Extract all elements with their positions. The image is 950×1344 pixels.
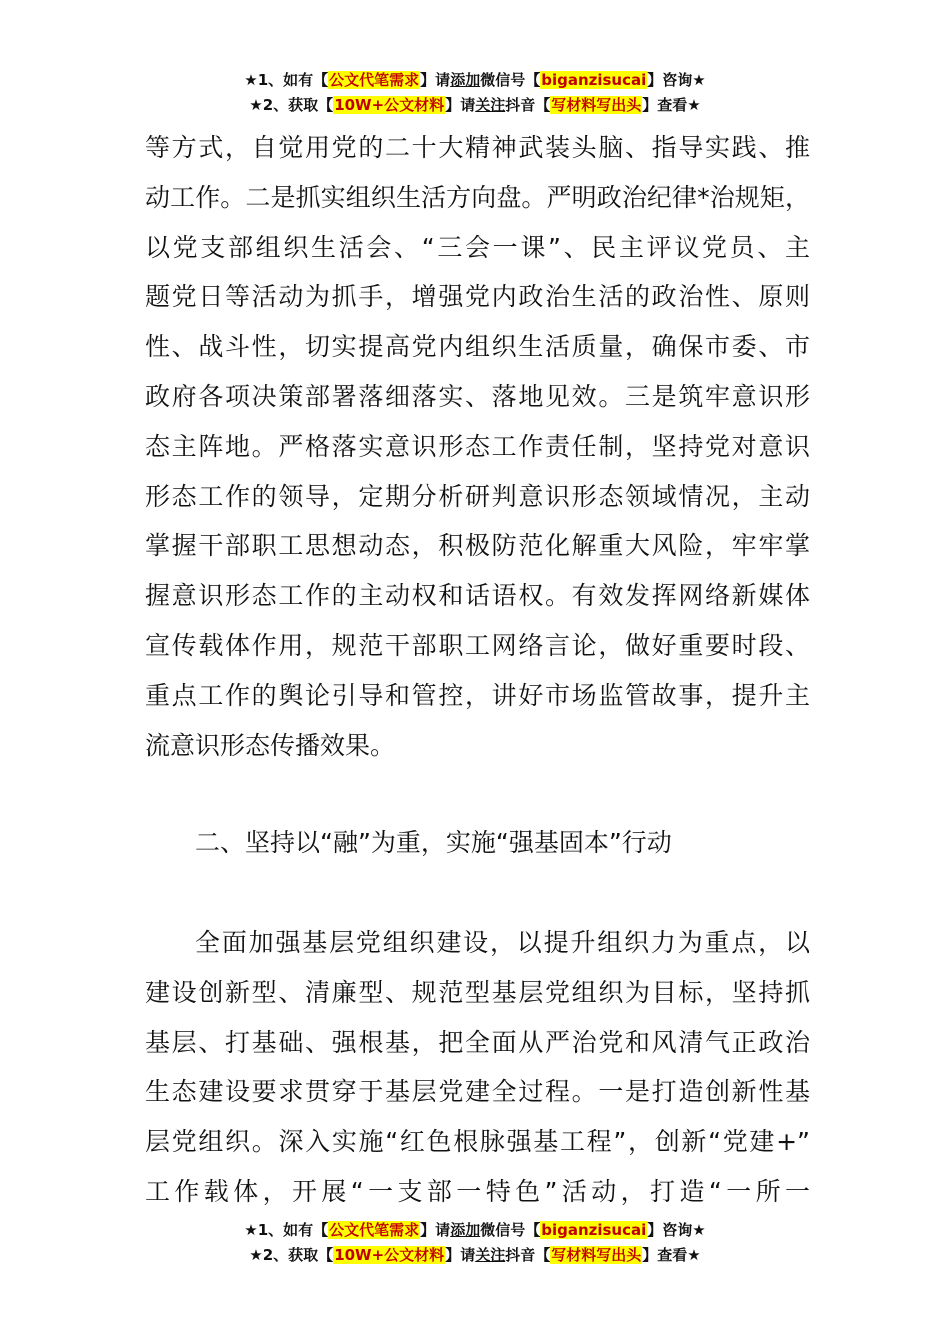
paragraph-line: 生态建设要求贯穿于基层党建全过程。一是打造创新性基 bbox=[145, 1077, 810, 1107]
banner-line-1: ★1、如有【公文代笔需求】请添加微信号【biganzisucai】咨询★ bbox=[244, 71, 706, 89]
paragraph-line: 掌握干部职工思想动态，积极防范化解重大风险，牢牢掌 bbox=[145, 531, 810, 561]
banner-highlight-service: 公文代笔需求 bbox=[329, 71, 420, 89]
banner-highlight-materials: 10W+公文材料 bbox=[334, 1246, 445, 1264]
paragraph-line: 性、战斗性，切实提高党内组织生活质量，确保市委、市 bbox=[145, 332, 810, 362]
banner-highlight-materials: 10W+公文材料 bbox=[334, 96, 445, 114]
paragraph-line: 握意识形态工作的主动权和话语权。有效发挥网络新媒体 bbox=[145, 581, 810, 611]
paragraph-line: 宣传载体作用，规范干部职工网络言论，做好重要时段、 bbox=[145, 630, 810, 660]
header-banner bbox=[0, 68, 950, 118]
banner-line-2: ★2、获取【10W+公文材料】请关注抖音【写材料写出头】查看★ bbox=[249, 96, 701, 114]
section-heading: 二、坚持以“融”为重，实施“强基固本”行动 bbox=[195, 828, 672, 857]
paragraph-line: 重点工作的舆论引导和管控，讲好市场监管故事，提升主 bbox=[145, 680, 810, 710]
banner-highlight-douyin: 写材料写出头 bbox=[551, 96, 642, 114]
banner-highlight-wechat: biganzisucai bbox=[541, 1221, 647, 1239]
paragraph-line: 题党日等活动为抓手，增强党内政治生活的政治性、原则 bbox=[145, 282, 810, 312]
paragraph-line: 流意识形态传播效果。 bbox=[145, 730, 396, 760]
paragraph-line: 层党组织。深入实施“红色根脉强基工程”，创新“党建+” bbox=[145, 1127, 810, 1157]
banner-highlight-service: 公文代笔需求 bbox=[329, 1221, 420, 1239]
banner-line-1: ★1、如有【公文代笔需求】请添加微信号【biganzisucai】咨询★ bbox=[244, 1221, 706, 1239]
paragraph-line: 动工作。二是抓实组织生活方向盘。严明政治纪律*治规矩， bbox=[145, 182, 810, 212]
paragraph-1 bbox=[145, 123, 810, 770]
paragraph-line: 以党支部组织生活会、“三会一课”、民主评议党员、主 bbox=[145, 232, 810, 262]
paragraph-line: 形态工作的领导，定期分析研判意识形态领域情况，主动 bbox=[145, 481, 810, 511]
paragraph-line: 全面加强基层党组织建设，以提升组织力为重点，以 bbox=[195, 928, 810, 957]
paragraph-line: 基层、打基础、强根基，把全面从严治党和风清气正政治 bbox=[145, 1027, 810, 1057]
banner-line-2: ★2、获取【10W+公文材料】请关注抖音【写材料写出头】查看★ bbox=[249, 1246, 701, 1264]
banner-highlight-douyin: 写材料写出头 bbox=[551, 1246, 642, 1264]
banner-highlight-wechat: biganzisucai bbox=[541, 71, 647, 89]
paragraph-line: 建设创新型、清廉型、规范型基层党组织为目标，坚持抓 bbox=[145, 977, 810, 1007]
paragraph-line: 等方式，自觉用党的二十大精神武装头脑、指导实践、推 bbox=[145, 133, 810, 162]
paragraph-line: 态主阵地。严格落实意识形态工作责任制，坚持党对意识 bbox=[145, 431, 810, 461]
footer-banner bbox=[0, 1218, 950, 1268]
paragraph-line: 工作载体，开展“一支部一特色”活动，打造“一所一 bbox=[145, 1176, 810, 1206]
paragraph-2 bbox=[145, 918, 810, 1217]
paragraph-line: 政府各项决策部署落细落实、落地见效。三是筑牢意识形 bbox=[145, 381, 810, 411]
